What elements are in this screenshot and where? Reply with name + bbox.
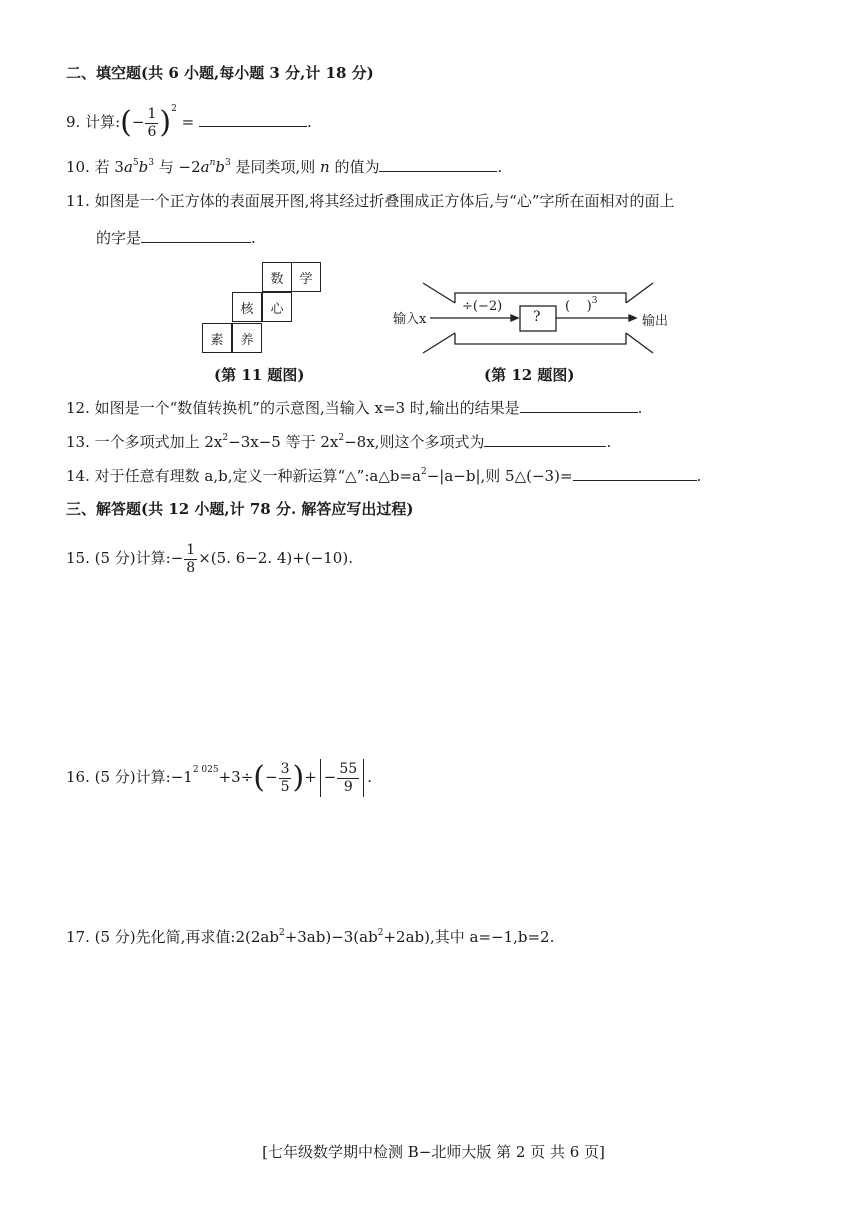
q16-denominator-2: 9 [343, 778, 353, 795]
q12-end: . [637, 399, 643, 417]
machine-left-top-slant [423, 283, 455, 303]
q16-exponent: 2 025 [192, 765, 219, 775]
q9-minus: − [131, 113, 145, 131]
machine-power-paren: ( ) [565, 299, 592, 314]
q10-text-c: 是同类项,则 [230, 158, 321, 176]
question-11-line-2 [96, 226, 256, 249]
machine-bottom-frame [455, 333, 626, 344]
q13-text-c: −8x,则这个多项式为 [344, 433, 485, 451]
machine-output-arrowhead [629, 315, 636, 321]
machine-right-bottom-slant [626, 333, 653, 353]
q16-plus: + [304, 768, 317, 786]
q9-paren-right: ) [159, 105, 172, 140]
q16-abs-bar-right [363, 759, 364, 797]
q16-denominator-1: 5 [280, 778, 290, 795]
machine-power-label [565, 296, 598, 314]
question-15 [66, 536, 353, 580]
q14-text: 14. 对于任意有理数 a,b,定义一种新运算“△”:a△b=a [66, 467, 421, 485]
page-footer: [七年级数学期中检测 B−北师大版 第 2 页 共 6 页] [262, 1143, 605, 1161]
q16-prefix: 16. (5 分)计算:−1 [66, 768, 193, 786]
q13-answer-blank[interactable] [484, 430, 606, 447]
net-cell-he: 核 [232, 292, 262, 322]
q13-text-b: −3x−5 等于 2x [228, 433, 339, 451]
machine-question-mark: ? [533, 309, 541, 325]
q16-paren-right: ) [292, 760, 305, 795]
net-cell-xue: 学 [291, 262, 321, 292]
question-12 [66, 396, 642, 419]
q15-numerator: 1 [186, 541, 196, 558]
q15-rest: ×(5. 6−2. 4)+(−10). [198, 549, 353, 567]
machine-left-bottom-slant [423, 333, 455, 353]
machine-divide-label: ÷(−2) [462, 299, 503, 314]
q15-denominator: 8 [186, 559, 196, 576]
net-cell-yang: 养 [232, 323, 262, 353]
q16-numerator-1: 3 [280, 760, 290, 777]
q10-text-b: 与 −2 [153, 158, 201, 176]
q12-answer-blank[interactable] [520, 396, 638, 413]
q16-paren-left: ( [253, 760, 265, 795]
machine-output-label: 输出 [642, 314, 669, 329]
q9-power: 2 [171, 104, 177, 114]
q16-fraction-2 [337, 761, 359, 796]
q16-numerator-2: 55 [339, 760, 358, 777]
section-heading-fill-in: 二、填空题(共 6 小题,每小题 3 分,计 18 分) [66, 64, 374, 82]
q9-end: . [306, 113, 312, 131]
question-9 [66, 100, 312, 144]
q11-answer-blank[interactable] [141, 226, 251, 243]
q16-mid: +3÷ [218, 768, 254, 786]
machine-right-top-slant [626, 283, 653, 303]
q13-text-a: 13. 一个多项式加上 2x [66, 433, 223, 451]
question-10: 10. 若 $3a^5b^3$ 与 $-2a^nb^3$ 是同类项,则 n 的值为 . [66, 155, 502, 178]
q16-minus-1: − [264, 768, 278, 786]
q11-end: . [251, 229, 256, 247]
q16-minus-2: − [323, 768, 337, 786]
q10-end: . [497, 158, 503, 176]
figure-11-caption: (第 11 题图) [214, 366, 305, 384]
net-cell-xin: 心 [262, 292, 292, 322]
q9-numerator: 1 [147, 105, 157, 122]
q11-line2-text: 的字是 [96, 229, 142, 247]
q15-fraction [184, 542, 197, 577]
figure-12-caption: (第 12 题图) [484, 366, 575, 384]
q10-text-a: 10. 若 3 [66, 158, 124, 176]
question-17: 17. (5 分)先化简,再求值$:2(2ab^2+3ab)-3(ab^2+2ab)$,其中 a=−1,b=2. [66, 928, 555, 946]
question-11-line-1: 11. 如图是一个正方体的表面展开图,将其经过折叠围成正方体后,与“心”字所在面相对的面上 [66, 192, 675, 210]
question-16 [66, 754, 372, 800]
machine-input-arrowhead [511, 315, 518, 321]
q16-abs-bar-left [320, 759, 321, 797]
q14-end: . [696, 467, 702, 485]
question-14: 14. 对于任意有理数 a,b,定义一种新运算“$\triangle”:a\triangle b=a^2-|a-b|$,则 5△(−3)= . [66, 464, 701, 487]
q9-denominator: 6 [147, 123, 157, 140]
q15-prefix: 15. (5 分)计算:− [66, 549, 184, 567]
q14-answer-blank[interactable] [573, 464, 697, 481]
q14-text-b: −|a−b|,则 5△(−3)= [426, 467, 573, 485]
question-13: 13. 一个多项式加上 $2x^2-3x-5$ 等于 $2x^2-8x$,则这个多项式为 . [66, 430, 611, 453]
machine-input-label: 输入x [393, 312, 427, 327]
net-cell-shu: 数 [262, 262, 292, 292]
q9-paren-left: ( [120, 105, 132, 140]
q16-end: . [367, 768, 372, 786]
section-heading-solve: 三、解答题(共 12 小题,计 78 分. 解答应写出过程) [66, 500, 414, 518]
q9-fraction [145, 106, 158, 141]
q10-answer-blank[interactable] [379, 155, 497, 172]
q17-text-b: +3ab)−3(ab [284, 928, 378, 946]
q16-fraction-1 [279, 761, 292, 796]
machine-power-exp: 3 [591, 296, 598, 306]
q13-end: . [606, 433, 612, 451]
q12-text: 12. 如图是一个“数值转换机”的示意图,当输入 x=3 时,输出的结果是 [66, 399, 520, 417]
q9-equals: = [181, 113, 195, 131]
q9-prefix: 9. 计算: [66, 113, 121, 131]
q17-text-c: +2ab),其中 a=−1,b=2. [383, 928, 555, 946]
q9-answer-blank[interactable] [199, 110, 307, 127]
q10-text-d: 的值为 [329, 158, 380, 176]
q17-text-a: 17. (5 分)先化简,再求值:2(2ab [66, 928, 279, 946]
net-cell-su: 素 [202, 323, 232, 353]
